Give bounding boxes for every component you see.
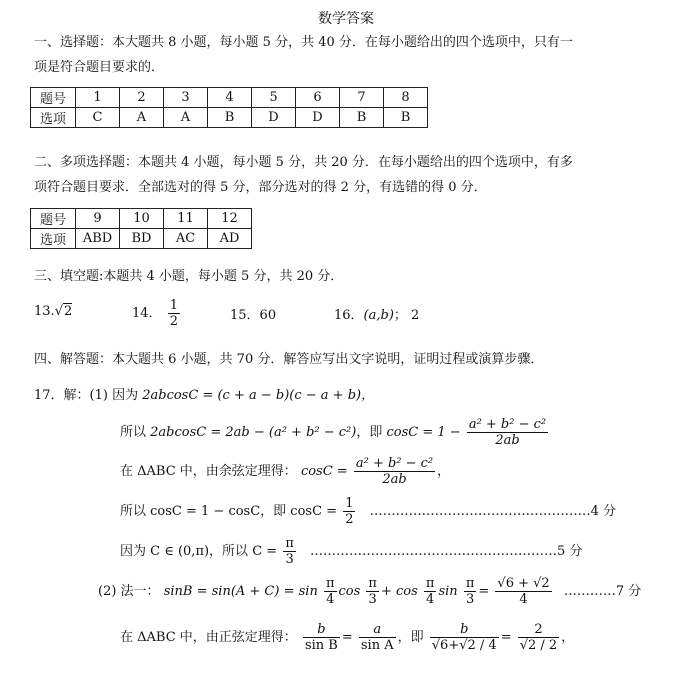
equation: + cos xyxy=(380,584,418,599)
table-cell: D xyxy=(252,108,296,128)
answer-13: 13.√2 xyxy=(34,304,73,319)
row-head-answer: 选项 xyxy=(31,108,76,128)
table-cell: B xyxy=(384,108,428,128)
q16-value: ； 2 xyxy=(393,308,420,323)
answer-15: 15．60 xyxy=(230,308,277,323)
section2-heading xyxy=(34,150,573,200)
q17-line1 xyxy=(34,386,374,406)
table-row xyxy=(31,108,428,128)
q14-label: 14． xyxy=(132,306,162,321)
text: 所以 cosC = 1 − cosC，即 cosC = xyxy=(120,504,338,519)
table-cell: 2 xyxy=(120,88,164,108)
fraction: $\frac{\pi}{3}$ xyxy=(368,576,377,607)
section1-line1: 一、选择题：本大题共 8 小题，每小题 5 分，共 40 分．在每小题给出的四个选项中，只有一 xyxy=(34,35,573,50)
section1-line2: 项是符合题目要求的． xyxy=(34,60,165,75)
section1-heading xyxy=(34,30,573,80)
text: 在 ΔABC 中，由正弦定理得： xyxy=(120,630,297,645)
table-cell: A xyxy=(120,108,164,128)
table-cell: A xyxy=(164,108,208,128)
fraction: $\frac{\pi}{4}$ xyxy=(325,576,335,607)
text: (2) 法一： xyxy=(98,584,160,599)
section4-heading: 四、解答题：本大题共 6 小题，共 70 分．解答应写出文字说明，证明过程或演算步骤． xyxy=(34,352,544,367)
section2-line2: 项符合题目要求．全部选对的得 5 分，部分选对的得 2 分，有选错的得 0 分． xyxy=(34,180,487,195)
table-cell: 7 xyxy=(340,88,384,108)
q16-interval: (a,b) xyxy=(363,308,394,323)
score-dots: …………………………………………………5 分 xyxy=(310,544,583,559)
table-cell: 12 xyxy=(208,209,252,229)
row-head-answer: 选项 xyxy=(31,229,76,249)
q17-label: 17．解：(1) 因为 xyxy=(34,388,139,403)
q17-equation: 2abcosC = (c + a − b)(c − a + b)， xyxy=(142,388,375,403)
table-cell: ABD xyxy=(76,229,120,249)
fraction: $\frac{\pi}{4}$ xyxy=(425,576,435,607)
row-head-number: 题号 xyxy=(31,209,76,229)
fraction: $\frac{\pi}{3}$ xyxy=(285,536,294,567)
q17-line3 xyxy=(120,456,450,487)
q17-line6 xyxy=(98,576,641,607)
fraction: $\frac{\text{a² + b² − c²}}{2ab}$ xyxy=(468,417,547,448)
table-cell: 4 xyxy=(208,88,252,108)
score-dots: …………7 分 xyxy=(563,584,642,599)
equation: cosC = xyxy=(300,464,348,479)
table-cell: 10 xyxy=(120,209,164,229)
text: 在 ΔABC 中，由余弦定理得： xyxy=(120,464,297,479)
text: 因为 C ∈ (0,π)，所以 C = xyxy=(120,544,278,559)
table-cell: BD xyxy=(120,229,164,249)
table-cell: 1 xyxy=(76,88,120,108)
text: 所以 xyxy=(120,425,147,440)
score-dots: ……………………………………………4 分 xyxy=(369,504,617,519)
table-row xyxy=(31,229,252,249)
table-cell: AC xyxy=(164,229,208,249)
equation: 2abcosC = 2ab − (a² + b² − c²) xyxy=(150,425,357,440)
fraction: $\frac{b}{\text{sin B}}$ xyxy=(304,622,338,653)
table-cell: 11 xyxy=(164,209,208,229)
table-row xyxy=(31,209,252,229)
fraction: $\frac{√6 + √2}{4}$ xyxy=(497,576,550,607)
q16-label: 16． xyxy=(334,308,364,323)
table-cell: 3 xyxy=(164,88,208,108)
text: ， xyxy=(437,464,451,479)
table-cell: 5 xyxy=(252,88,296,108)
fraction: $\frac{1}{2}$ xyxy=(345,496,354,527)
q17-line2 xyxy=(120,417,550,448)
equation: sin xyxy=(438,584,458,599)
document-title: 数学答案 xyxy=(318,11,374,27)
section3-heading: 三、填空题:本题共 4 小题，每小题 5 分，共 20 分． xyxy=(34,269,344,284)
section2-line1: 二、多项选择题：本题共 4 小题，每小题 5 分，共 20 分．在每小题给出的四个选项中，有多 xyxy=(34,155,573,170)
fraction: $\frac{a}{\text{sin A}}$ xyxy=(360,622,394,653)
table-cell: AD xyxy=(208,229,252,249)
equation: sinB = sin(A + C) = sin xyxy=(163,584,318,599)
table-cell: 9 xyxy=(76,209,120,229)
equation: = xyxy=(478,584,490,599)
section1-answer-table xyxy=(30,87,428,128)
fraction: $\frac{b}{√6+√2 / 4}$ xyxy=(431,622,497,653)
fraction: $\frac{\text{a² + b² − c²}}{2ab}$ xyxy=(355,456,434,487)
q17-line4 xyxy=(120,496,616,527)
q13-label: 13. xyxy=(34,304,55,319)
section2-answer-table xyxy=(30,208,252,249)
equation: cosC = 1 − xyxy=(386,425,461,440)
table-cell: C xyxy=(76,108,120,128)
q13-value: 2 xyxy=(63,304,73,319)
table-row xyxy=(31,88,428,108)
table-cell: B xyxy=(208,108,252,128)
q17-line7: 在 ΔABC 中，由正弦定理得： $\frac{b}{\text{sin B}}$ = $\frac{a}{\text{sin A}}$ ，即 $\frac{b}{√6+√2 / 4}$ = $\frac{2}{√2 / 2}$ ， xyxy=(120,622,575,653)
text: ，即 xyxy=(397,630,424,645)
text: ， xyxy=(561,630,575,645)
table-cell: 8 xyxy=(384,88,428,108)
equation: = xyxy=(341,630,353,645)
fraction: $\frac{2}{√2 / 2}$ xyxy=(519,622,558,653)
table-cell: B xyxy=(340,108,384,128)
q17-line5 xyxy=(120,536,582,567)
table-cell: 6 xyxy=(296,88,340,108)
row-head-number: 题号 xyxy=(31,88,76,108)
equation: cos xyxy=(338,584,361,599)
answer-16 xyxy=(334,304,419,323)
answer-14 xyxy=(132,298,182,329)
q14-fraction: $\frac{1}{2}$ xyxy=(169,298,178,329)
fraction: $\frac{\pi}{3}$ xyxy=(465,576,475,607)
table-cell: D xyxy=(296,108,340,128)
text: ，即 xyxy=(356,425,383,440)
